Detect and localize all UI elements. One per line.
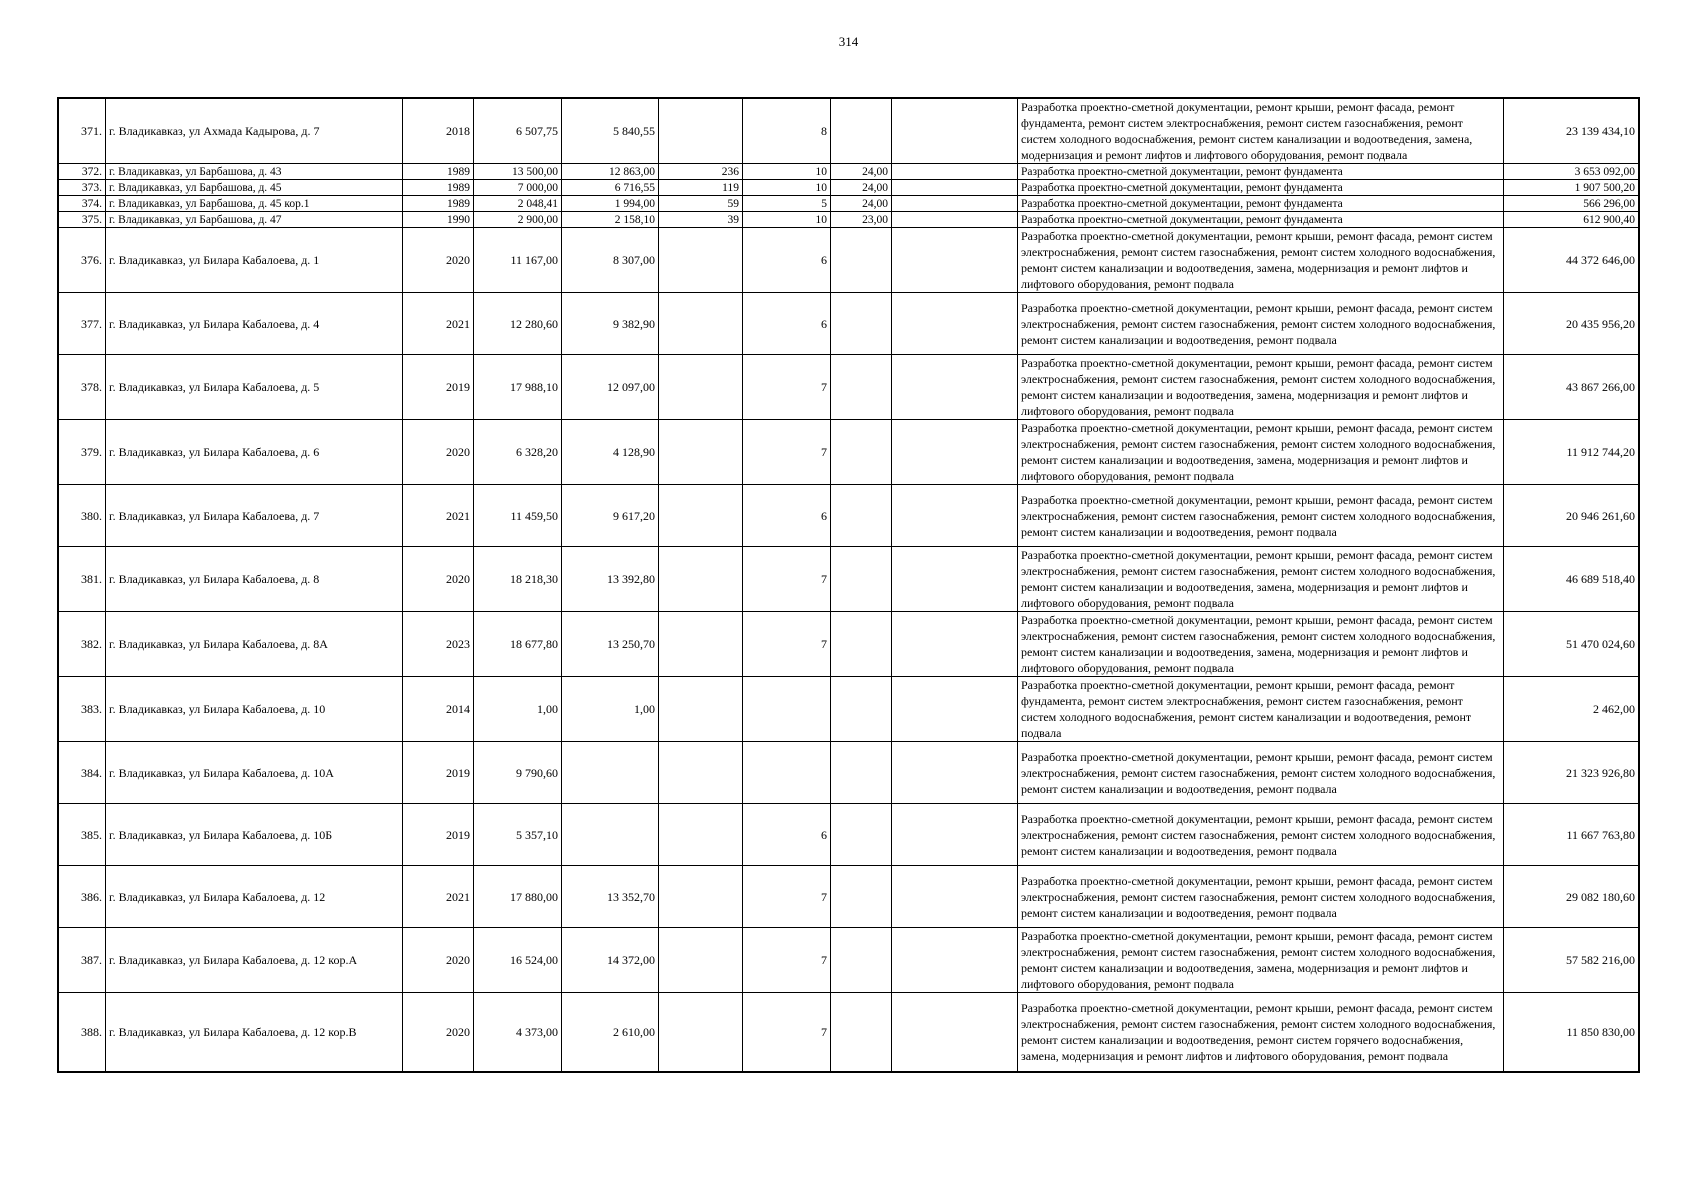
cell-extra — [892, 212, 1018, 228]
cell-year: 2021 — [403, 485, 474, 547]
cell-works-list: Разработка проектно-сметной документации, ремонт крыши, ремонт фасада, ремонт фундамента, ремонт систем электроснабжения, ремонт систем газоснабжения, ремонт систем холодного водоснабжения, ремонт систем канализации и водоотведения, ремонт подвала — [1018, 677, 1504, 742]
cell-residents-count — [659, 99, 743, 164]
cell-works-list: Разработка проектно-сметной документации, ремонт фундамента — [1018, 196, 1504, 212]
cell-living-area — [562, 804, 659, 866]
cell-address: г. Владикавказ, ул Билара Кабалоева, д. 5 — [106, 355, 403, 420]
cell-floors: 7 — [743, 928, 831, 993]
cell-total-area: 16 524,00 — [474, 928, 562, 993]
cell-address: г. Владикавказ, ул Билара Кабалоева, д. 7 — [106, 485, 403, 547]
cell-year: 2020 — [403, 547, 474, 612]
cell-living-area: 6 716,55 — [562, 180, 659, 196]
cell-living-area: 5 840,55 — [562, 99, 659, 164]
cell-extra — [892, 677, 1018, 742]
cell-floors: 10 — [743, 212, 831, 228]
cell-row-number: 384. — [59, 742, 106, 804]
cell-total-area: 6 328,20 — [474, 420, 562, 485]
cell-works-list: Разработка проектно-сметной документации, ремонт крыши, ремонт фасада, ремонт систем электроснабжения, ремонт систем газоснабжения, ремонт систем холодного водоснабжения, ремонт систем канализации и водоотведения, замена, модернизация и ремонт лифтов и лифтового оборудования, ремонт подвала — [1018, 928, 1504, 993]
table-row — [59, 228, 1639, 293]
cell-extra — [892, 485, 1018, 547]
cell-works-list: Разработка проектно-сметной документации, ремонт крыши, ремонт фасада, ремонт систем электроснабжения, ремонт систем газоснабжения, ремонт систем холодного водоснабжения, ремонт систем канализации и водоотведения, ремонт систем горячего водоснабжения, замена, модернизация и ремонт лифтов и лифтового оборудования, ремонт подвала — [1018, 993, 1504, 1072]
cell-row-number: 376. — [59, 228, 106, 293]
cell-cost: 2 462,00 — [1504, 677, 1639, 742]
cell-floors: 7 — [743, 993, 831, 1072]
cell-year: 2020 — [403, 993, 474, 1072]
cell-living-area: 1,00 — [562, 677, 659, 742]
cell-wear-percent — [831, 355, 892, 420]
cell-total-area: 18 677,80 — [474, 612, 562, 677]
cell-address: г. Владикавказ, ул Барбашова, д. 45 — [106, 180, 403, 196]
cell-works-list: Разработка проектно-сметной документации, ремонт крыши, ремонт фасада, ремонт систем электроснабжения, ремонт систем газоснабжения, ремонт систем холодного водоснабжения, ремонт систем канализации и водоотведения, ремонт подвала — [1018, 485, 1504, 547]
cell-extra — [892, 547, 1018, 612]
table-row — [59, 293, 1639, 355]
page-number: 314 — [838, 34, 859, 49]
cell-works-list: Разработка проектно-сметной документации, ремонт фундамента — [1018, 212, 1504, 228]
cell-total-area: 1,00 — [474, 677, 562, 742]
cell-total-area: 11 459,50 — [474, 485, 562, 547]
cell-row-number: 377. — [59, 293, 106, 355]
cell-row-number: 386. — [59, 866, 106, 928]
cell-living-area: 13 250,70 — [562, 612, 659, 677]
cell-residents-count: 59 — [659, 196, 743, 212]
cell-floors — [743, 742, 831, 804]
cell-address: г. Владикавказ, ул Билара Кабалоева, д. 8А — [106, 612, 403, 677]
cell-floors: 7 — [743, 866, 831, 928]
cell-address: г. Владикавказ, ул Ахмада Кадырова, д. 7 — [106, 99, 403, 164]
table-row — [59, 742, 1639, 804]
cell-living-area: 9 617,20 — [562, 485, 659, 547]
cell-cost: 612 900,40 — [1504, 212, 1639, 228]
cell-living-area: 12 097,00 — [562, 355, 659, 420]
cell-residents-count — [659, 677, 743, 742]
cell-floors: 10 — [743, 164, 831, 180]
cell-living-area: 13 392,80 — [562, 547, 659, 612]
cell-wear-percent — [831, 228, 892, 293]
cell-total-area: 13 500,00 — [474, 164, 562, 180]
table-row — [59, 993, 1639, 1072]
cell-year: 1990 — [403, 212, 474, 228]
cell-works-list: Разработка проектно-сметной документации, ремонт крыши, ремонт фасада, ремонт систем электроснабжения, ремонт систем газоснабжения, ремонт систем холодного водоснабжения, ремонт систем канализации и водоотведения, ремонт подвала — [1018, 742, 1504, 804]
cell-floors: 5 — [743, 196, 831, 212]
cell-residents-count — [659, 293, 743, 355]
cell-floors — [743, 677, 831, 742]
cell-year: 2019 — [403, 355, 474, 420]
cell-address: г. Владикавказ, ул Барбашова, д. 45 кор.1 — [106, 196, 403, 212]
cell-residents-count — [659, 928, 743, 993]
cell-year: 2020 — [403, 420, 474, 485]
cell-residents-count — [659, 355, 743, 420]
table-row — [59, 612, 1639, 677]
cell-extra — [892, 928, 1018, 993]
cell-works-list: Разработка проектно-сметной документации, ремонт фундамента — [1018, 164, 1504, 180]
cell-residents-count: 236 — [659, 164, 743, 180]
cell-address: г. Владикавказ, ул Билара Кабалоева, д. 1 — [106, 228, 403, 293]
cell-living-area: 1 994,00 — [562, 196, 659, 212]
cell-extra — [892, 742, 1018, 804]
cell-address: г. Владикавказ, ул Билара Кабалоева, д. 8 — [106, 547, 403, 612]
cell-wear-percent: 24,00 — [831, 180, 892, 196]
cell-total-area: 12 280,60 — [474, 293, 562, 355]
cell-wear-percent — [831, 612, 892, 677]
cell-works-list: Разработка проектно-сметной документации, ремонт крыши, ремонт фасада, ремонт систем электроснабжения, ремонт систем газоснабжения, ремонт систем холодного водоснабжения, ремонт систем канализации и водоотведения, замена, модернизация и ремонт лифтов и лифтового оборудования, ремонт подвала — [1018, 612, 1504, 677]
table-body — [59, 99, 1639, 1072]
cell-address: г. Владикавказ, ул Билара Кабалоева, д. 6 — [106, 420, 403, 485]
cell-cost: 57 582 216,00 — [1504, 928, 1639, 993]
cell-floors: 6 — [743, 485, 831, 547]
table-row — [59, 99, 1639, 164]
cell-address: г. Владикавказ, ул Билара Кабалоева, д. 12 кор.В — [106, 993, 403, 1072]
cell-address: г. Владикавказ, ул Билара Кабалоева, д. 10А — [106, 742, 403, 804]
table-row — [59, 928, 1639, 993]
cell-living-area: 13 352,70 — [562, 866, 659, 928]
cell-row-number: 374. — [59, 196, 106, 212]
cell-cost: 46 689 518,40 — [1504, 547, 1639, 612]
cell-address: г. Владикавказ, ул Билара Кабалоева, д. 10Б — [106, 804, 403, 866]
cell-row-number: 388. — [59, 993, 106, 1072]
cell-cost: 3 653 092,00 — [1504, 164, 1639, 180]
cell-residents-count — [659, 612, 743, 677]
cell-floors: 10 — [743, 180, 831, 196]
cell-residents-count: 119 — [659, 180, 743, 196]
cell-works-list: Разработка проектно-сметной документации, ремонт крыши, ремонт фасада, ремонт систем электроснабжения, ремонт систем газоснабжения, ремонт систем холодного водоснабжения, ремонт систем канализации и водоотведения, ремонт подвала — [1018, 804, 1504, 866]
cell-works-list: Разработка проектно-сметной документации, ремонт фундамента — [1018, 180, 1504, 196]
cell-extra — [892, 164, 1018, 180]
cell-cost: 43 867 266,00 — [1504, 355, 1639, 420]
cell-address: г. Владикавказ, ул Барбашова, д. 47 — [106, 212, 403, 228]
cell-total-area: 2 048,41 — [474, 196, 562, 212]
cell-row-number: 372. — [59, 164, 106, 180]
cell-row-number: 379. — [59, 420, 106, 485]
cell-residents-count — [659, 804, 743, 866]
cell-total-area: 7 000,00 — [474, 180, 562, 196]
cell-cost: 23 139 434,10 — [1504, 99, 1639, 164]
table-row — [59, 866, 1639, 928]
cell-extra — [892, 420, 1018, 485]
cell-total-area: 2 900,00 — [474, 212, 562, 228]
cell-row-number: 382. — [59, 612, 106, 677]
cell-residents-count — [659, 742, 743, 804]
cell-residents-count — [659, 993, 743, 1072]
cell-total-area: 17 880,00 — [474, 866, 562, 928]
cell-extra — [892, 228, 1018, 293]
cell-works-list: Разработка проектно-сметной документации, ремонт крыши, ремонт фасада, ремонт систем электроснабжения, ремонт систем газоснабжения, ремонт систем холодного водоснабжения, ремонт систем канализации и водоотведения, ремонт подвала — [1018, 866, 1504, 928]
cell-residents-count — [659, 485, 743, 547]
cell-extra — [892, 180, 1018, 196]
cell-wear-percent — [831, 547, 892, 612]
cell-works-list: Разработка проектно-сметной документации, ремонт крыши, ремонт фасада, ремонт систем электроснабжения, ремонт систем газоснабжения, ремонт систем холодного водоснабжения, ремонт систем канализации и водоотведения, замена, модернизация и ремонт лифтов и лифтового оборудования, ремонт подвала — [1018, 420, 1504, 485]
cell-wear-percent — [831, 677, 892, 742]
cell-wear-percent — [831, 742, 892, 804]
cell-cost: 20 946 261,60 — [1504, 485, 1639, 547]
cell-floors: 6 — [743, 228, 831, 293]
cell-floors: 7 — [743, 420, 831, 485]
cell-floors: 8 — [743, 99, 831, 164]
cell-year: 2023 — [403, 612, 474, 677]
cell-wear-percent: 24,00 — [831, 196, 892, 212]
cell-row-number: 383. — [59, 677, 106, 742]
cell-living-area: 2 610,00 — [562, 993, 659, 1072]
cell-total-area: 4 373,00 — [474, 993, 562, 1072]
table-row — [59, 485, 1639, 547]
cell-year: 1989 — [403, 180, 474, 196]
cell-row-number: 380. — [59, 485, 106, 547]
cell-wear-percent — [831, 993, 892, 1072]
cell-year: 1989 — [403, 164, 474, 180]
cell-residents-count: 39 — [659, 212, 743, 228]
cell-works-list: Разработка проектно-сметной документации, ремонт крыши, ремонт фасада, ремонт систем электроснабжения, ремонт систем газоснабжения, ремонт систем холодного водоснабжения, ремонт систем канализации и водоотведения, замена, модернизация и ремонт лифтов и лифтового оборудования, ремонт подвала — [1018, 355, 1504, 420]
cell-total-area: 6 507,75 — [474, 99, 562, 164]
cell-extra — [892, 293, 1018, 355]
cell-row-number: 381. — [59, 547, 106, 612]
cell-wear-percent: 23,00 — [831, 212, 892, 228]
cell-floors: 6 — [743, 293, 831, 355]
cell-living-area: 9 382,90 — [562, 293, 659, 355]
cell-works-list: Разработка проектно-сметной документации, ремонт крыши, ремонт фасада, ремонт систем электроснабжения, ремонт систем газоснабжения, ремонт систем холодного водоснабжения, ремонт систем канализации и водоотведения, замена, модернизация и ремонт лифтов и лифтового оборудования, ремонт подвала — [1018, 228, 1504, 293]
cell-cost: 51 470 024,60 — [1504, 612, 1639, 677]
cell-extra — [892, 612, 1018, 677]
cell-residents-count — [659, 228, 743, 293]
cell-living-area: 14 372,00 — [562, 928, 659, 993]
cell-total-area: 17 988,10 — [474, 355, 562, 420]
table-row — [59, 355, 1639, 420]
table-row — [59, 677, 1639, 742]
cell-row-number: 371. — [59, 99, 106, 164]
cell-floors: 7 — [743, 612, 831, 677]
table-row — [59, 164, 1639, 180]
cell-wear-percent: 24,00 — [831, 164, 892, 180]
cell-year: 2019 — [403, 804, 474, 866]
cell-living-area: 2 158,10 — [562, 212, 659, 228]
cell-cost: 21 323 926,80 — [1504, 742, 1639, 804]
cell-living-area: 12 863,00 — [562, 164, 659, 180]
cell-year: 1989 — [403, 196, 474, 212]
cell-extra — [892, 196, 1018, 212]
cell-wear-percent — [831, 866, 892, 928]
cell-address: г. Владикавказ, ул Билара Кабалоева, д. 10 — [106, 677, 403, 742]
cell-year: 2021 — [403, 293, 474, 355]
cell-wear-percent — [831, 99, 892, 164]
cell-living-area: 8 307,00 — [562, 228, 659, 293]
cell-address: г. Владикавказ, ул Билара Кабалоева, д. 12 кор.А — [106, 928, 403, 993]
cell-works-list: Разработка проектно-сметной документации, ремонт крыши, ремонт фасада, ремонт фундамента, ремонт систем электроснабжения, ремонт систем газоснабжения, ремонт систем холодного водоснабжения, ремонт систем канализации и водоотведения, замена, модернизация и ремонт лифтов и лифтового оборудования, ремонт подвала — [1018, 99, 1504, 164]
cell-residents-count — [659, 866, 743, 928]
cell-wear-percent — [831, 420, 892, 485]
cell-floors: 6 — [743, 804, 831, 866]
cell-total-area: 9 790,60 — [474, 742, 562, 804]
cell-row-number: 373. — [59, 180, 106, 196]
table-row — [59, 180, 1639, 196]
cell-cost: 1 907 500,20 — [1504, 180, 1639, 196]
cell-year: 2014 — [403, 677, 474, 742]
cell-year: 2021 — [403, 866, 474, 928]
cell-wear-percent — [831, 485, 892, 547]
registry-table — [58, 98, 1639, 1072]
cell-extra — [892, 99, 1018, 164]
cell-works-list: Разработка проектно-сметной документации, ремонт крыши, ремонт фасада, ремонт систем электроснабжения, ремонт систем газоснабжения, ремонт систем холодного водоснабжения, ремонт систем канализации и водоотведения, замена, модернизация и ремонт лифтов и лифтового оборудования, ремонт подвала — [1018, 547, 1504, 612]
cell-wear-percent — [831, 804, 892, 866]
cell-cost: 11 667 763,80 — [1504, 804, 1639, 866]
cell-cost: 20 435 956,20 — [1504, 293, 1639, 355]
cell-year: 2018 — [403, 99, 474, 164]
cell-residents-count — [659, 420, 743, 485]
cell-cost: 11 912 744,20 — [1504, 420, 1639, 485]
cell-cost: 44 372 646,00 — [1504, 228, 1639, 293]
cell-row-number: 385. — [59, 804, 106, 866]
cell-cost: 566 296,00 — [1504, 196, 1639, 212]
cell-total-area: 11 167,00 — [474, 228, 562, 293]
cell-total-area: 18 218,30 — [474, 547, 562, 612]
cell-year: 2020 — [403, 928, 474, 993]
table-row — [59, 804, 1639, 866]
cell-row-number: 378. — [59, 355, 106, 420]
cell-cost: 29 082 180,60 — [1504, 866, 1639, 928]
cell-cost: 11 850 830,00 — [1504, 993, 1639, 1072]
cell-extra — [892, 355, 1018, 420]
cell-floors: 7 — [743, 547, 831, 612]
cell-floors: 7 — [743, 355, 831, 420]
cell-total-area: 5 357,10 — [474, 804, 562, 866]
cell-extra — [892, 866, 1018, 928]
table-row — [59, 547, 1639, 612]
cell-living-area — [562, 742, 659, 804]
cell-year: 2019 — [403, 742, 474, 804]
cell-address: г. Владикавказ, ул Билара Кабалоева, д. 4 — [106, 293, 403, 355]
cell-extra — [892, 993, 1018, 1072]
cell-row-number: 387. — [59, 928, 106, 993]
table-row — [59, 196, 1639, 212]
cell-wear-percent — [831, 928, 892, 993]
table-row — [59, 212, 1639, 228]
cell-wear-percent — [831, 293, 892, 355]
cell-year: 2020 — [403, 228, 474, 293]
cell-row-number: 375. — [59, 212, 106, 228]
cell-living-area: 4 128,90 — [562, 420, 659, 485]
cell-address: г. Владикавказ, ул Барбашова, д. 43 — [106, 164, 403, 180]
cell-extra — [892, 804, 1018, 866]
cell-works-list: Разработка проектно-сметной документации, ремонт крыши, ремонт фасада, ремонт систем электроснабжения, ремонт систем газоснабжения, ремонт систем холодного водоснабжения, ремонт систем канализации и водоотведения, ремонт подвала — [1018, 293, 1504, 355]
cell-address: г. Владикавказ, ул Билара Кабалоева, д. 12 — [106, 866, 403, 928]
table-row — [59, 420, 1639, 485]
cell-residents-count — [659, 547, 743, 612]
